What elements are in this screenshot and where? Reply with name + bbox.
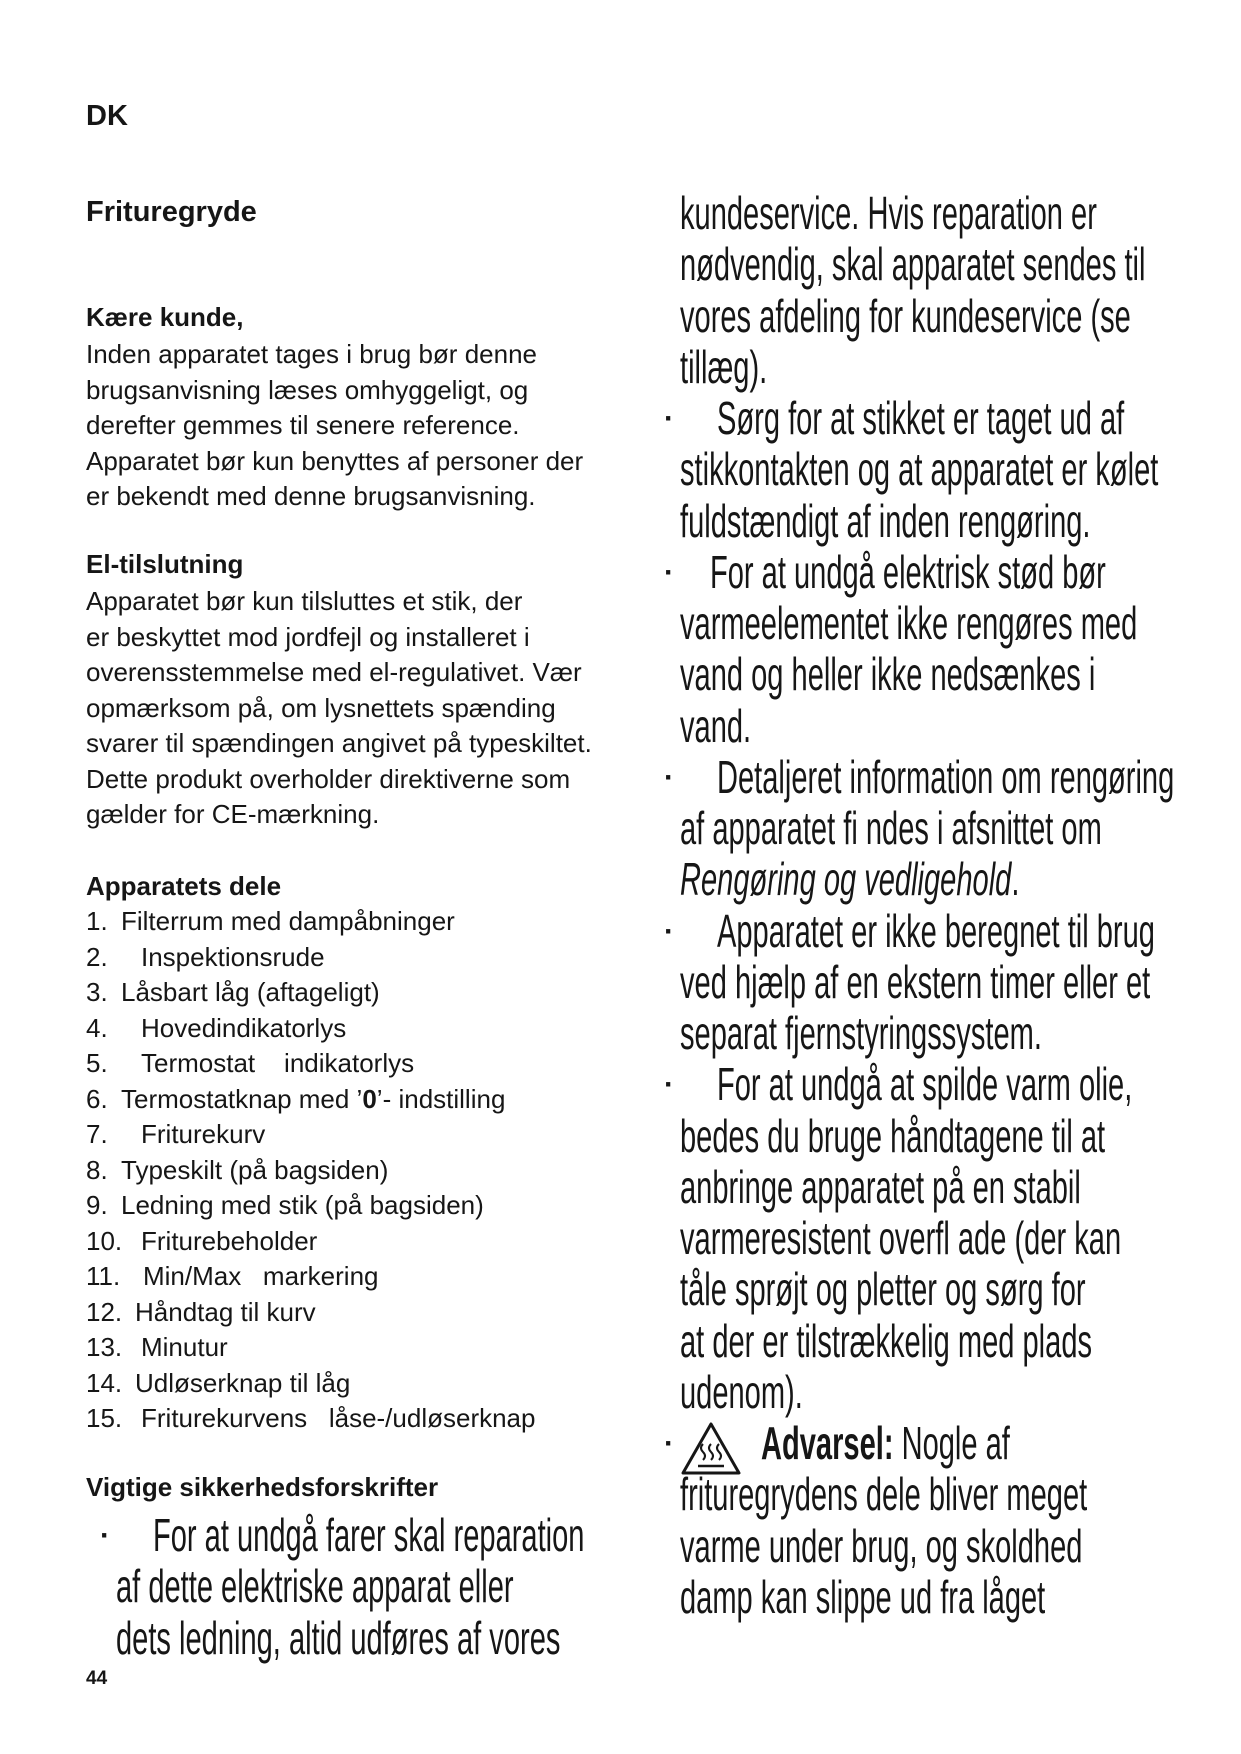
item-text-bold-zero: 0 <box>362 1083 377 1114</box>
item-text: Typeskilt (på bagsiden) <box>121 1154 389 1185</box>
safety-line-text: af apparatet fi ndes i afsnittet om <box>680 802 1102 854</box>
parts-heading: Apparatets dele <box>86 871 282 901</box>
safety-line-text: Detaljeret information om rengøring <box>717 750 1175 803</box>
electrical-line: er beskyttet mod jordfejl og installeret i <box>86 621 530 652</box>
item-text: Termostat indikatorlys <box>141 1048 415 1078</box>
item-number: 2. <box>86 941 108 972</box>
intro-line: Apparatet bør kun benyttes af personer der <box>86 445 584 476</box>
electrical-line: svarer til spændingen angivet på typeskiltet. <box>86 728 592 758</box>
safety-line-text: damp kan slippe ud fra låget <box>680 1570 1046 1623</box>
bullet: · <box>664 1068 674 1102</box>
safety-line <box>0 1162 1241 1213</box>
safety-line <box>0 752 1241 803</box>
bullet: · <box>664 402 674 435</box>
safety-line <box>0 1572 1241 1623</box>
section-reference-italic: Rengøring og vedligehold <box>680 853 1012 906</box>
safety-line <box>0 649 1241 700</box>
safety-line <box>0 1469 1241 1520</box>
item-text: Hovedindikatorlys <box>141 1012 347 1043</box>
safety-line-text: bedes du bruge håndtagene til at <box>680 1109 1106 1162</box>
safety-line-text: vores afdeling for kundeservice (se <box>680 289 1131 342</box>
item-number: 5. <box>86 1048 108 1078</box>
intro-line: brugsanvisning læses omhyggeligt, og <box>86 374 529 405</box>
safety-line-text: kundeservice. Hvis reparation er <box>680 187 1097 239</box>
item-text: Håndtag til kurv <box>135 1296 316 1327</box>
item-number: 15. <box>86 1403 123 1433</box>
item-text: Filterrum med dampåbninger <box>121 906 455 936</box>
item-text: Friturekurv <box>141 1119 266 1149</box>
electrical-line: opmærksom på, om lysnettets spænding <box>86 692 556 723</box>
safety-line-text: For at undgå elektrisk stød bør <box>710 545 1106 598</box>
safety-line-text: Sørg for at stikket er taget ud af <box>717 392 1125 444</box>
item-text: Min/Max markering <box>143 1261 379 1291</box>
section-reference <box>680 854 1019 905</box>
warning-label: Advarsel: <box>761 1417 894 1469</box>
safety-line-text: udenom). <box>680 1365 803 1418</box>
safety-line-text: tåle sprøjt og pletter og sørg for <box>680 1263 1086 1316</box>
electrical-line: Dette produkt overholder direktiverne som <box>86 763 571 794</box>
bullet: · <box>100 1519 110 1552</box>
safety-line <box>0 547 1241 598</box>
item-text-start: Termostatknap med ’ <box>121 1083 363 1114</box>
item-text: Udløserknap til låg <box>135 1367 351 1398</box>
item-number: 1. <box>86 906 108 936</box>
item-text: Ledning med stik (på bagsiden) <box>121 1190 484 1220</box>
language-tag: DK <box>86 100 128 132</box>
safety-line <box>0 188 1241 239</box>
safety-line-text: varmeelementet ikke rengøres med <box>680 597 1138 649</box>
section-reference-end: . <box>1011 853 1020 906</box>
item-number: 13. <box>86 1332 123 1362</box>
page-number: 44 <box>86 1668 108 1689</box>
safety-line <box>0 444 1241 495</box>
bullet: · <box>664 555 674 589</box>
item-number: 7. <box>86 1119 108 1149</box>
bullet: · <box>664 914 674 948</box>
item-text: Minutur <box>141 1332 228 1362</box>
item-text: Friturebeholder <box>141 1225 318 1256</box>
safety-line <box>0 1213 1241 1264</box>
safety-line-text: For at undgå farer skal reparation <box>153 1509 585 1561</box>
safety-line <box>0 496 1241 547</box>
safety-line <box>0 803 1241 854</box>
item-number: 14. <box>86 1367 123 1398</box>
page-title: Frituregryde <box>86 196 257 228</box>
safety-right-block <box>0 188 1241 1623</box>
safety-line-text: separat fjernstyringssystem. <box>680 1007 1042 1059</box>
safety-line <box>0 906 1241 957</box>
item-number: 4. <box>86 1012 108 1043</box>
safety-line <box>0 1059 1241 1110</box>
safety-line-text: nødvendig, skal apparatet sendes til <box>680 238 1146 291</box>
bullet: · <box>664 1427 674 1460</box>
intro-heading: Kære kunde, <box>86 302 244 332</box>
warning-text <box>761 1418 1010 1469</box>
item-number: 9. <box>86 1190 108 1220</box>
safety-line <box>0 393 1241 444</box>
safety-line <box>0 854 1241 905</box>
item-number: 11. <box>86 1261 121 1291</box>
safety-line-text: vand og heller ikke nedsænkes i <box>680 648 1096 701</box>
safety-line <box>0 1008 1241 1059</box>
safety-line-text: fuldstændigt af inden rengøring. <box>680 494 1091 547</box>
safety-line <box>0 1264 1241 1315</box>
safety-line <box>0 1316 1241 1367</box>
safety-line-text: For at undgå at spilde varm olie, <box>717 1058 1133 1111</box>
intro-line: derefter gemmes til senere reference. <box>86 410 520 440</box>
intro-line: er bekendt med denne brugsanvisning. <box>86 481 536 511</box>
item-text-end: ’- indstilling <box>376 1083 506 1114</box>
safety-line <box>0 701 1241 752</box>
safety-line <box>0 291 1241 342</box>
safety-line-text: dets ledning, altid udføres af vores <box>116 1611 561 1664</box>
electrical-line: overensstemmelse med el-regulativet. Vær <box>86 657 582 687</box>
item-number: 6. <box>86 1083 108 1114</box>
item-number: 12. <box>86 1296 123 1327</box>
safety-line <box>0 1111 1241 1162</box>
safety-heading: Vigtige sikkerhedsforskrifter <box>86 1472 439 1502</box>
safety-line-text: frituregrydens dele bliver meget <box>680 1468 1088 1521</box>
warning-line <box>0 1418 1241 1469</box>
item-number: 8. <box>86 1154 108 1185</box>
safety-line-text: tillæg). <box>680 340 768 393</box>
item-text: Friturekurvens låse-/udløserknap <box>141 1403 536 1433</box>
item-text: Inspektionsrude <box>141 941 325 972</box>
item-text: Låsbart låg (aftageligt) <box>121 977 380 1007</box>
safety-line-text: anbringe apparatet på en stabil <box>680 1160 1081 1213</box>
safety-line <box>0 957 1241 1008</box>
safety-line-text: stikkontakten og at apparatet er kølet <box>680 443 1159 496</box>
electrical-heading: El-tilslutning <box>86 549 244 579</box>
safety-line-text: ved hjælp af en ekstern timer eller et <box>680 955 1151 1008</box>
safety-line-text: varme under brug, og skoldhed <box>680 1519 1083 1572</box>
safety-line-text: Apparatet er ikke beregnet til brug <box>717 904 1155 957</box>
safety-line-text: varmeresistent overfl ade (der kan <box>680 1212 1122 1264</box>
safety-line <box>0 239 1241 290</box>
electrical-line: Apparatet bør kun tilsluttes et stik, der <box>86 586 523 616</box>
safety-line-text: af dette elektriske apparat eller <box>116 1560 514 1613</box>
safety-line-text: at der er tilstrækkelig med plads <box>680 1314 1093 1367</box>
item-number: 3. <box>86 977 108 1007</box>
safety-line <box>0 1521 1241 1572</box>
bullet: · <box>664 760 674 794</box>
safety-line-text: vand. <box>680 699 752 752</box>
intro-line: Inden apparatet tages i brug bør denne <box>86 339 537 369</box>
electrical-line: gælder for CE-mærkning. <box>86 799 380 829</box>
item-number: 10. <box>86 1225 123 1256</box>
warning-line-text: Nogle af <box>901 1417 1010 1469</box>
safety-line <box>0 1367 1241 1418</box>
safety-line <box>0 598 1241 649</box>
safety-line <box>0 342 1241 393</box>
